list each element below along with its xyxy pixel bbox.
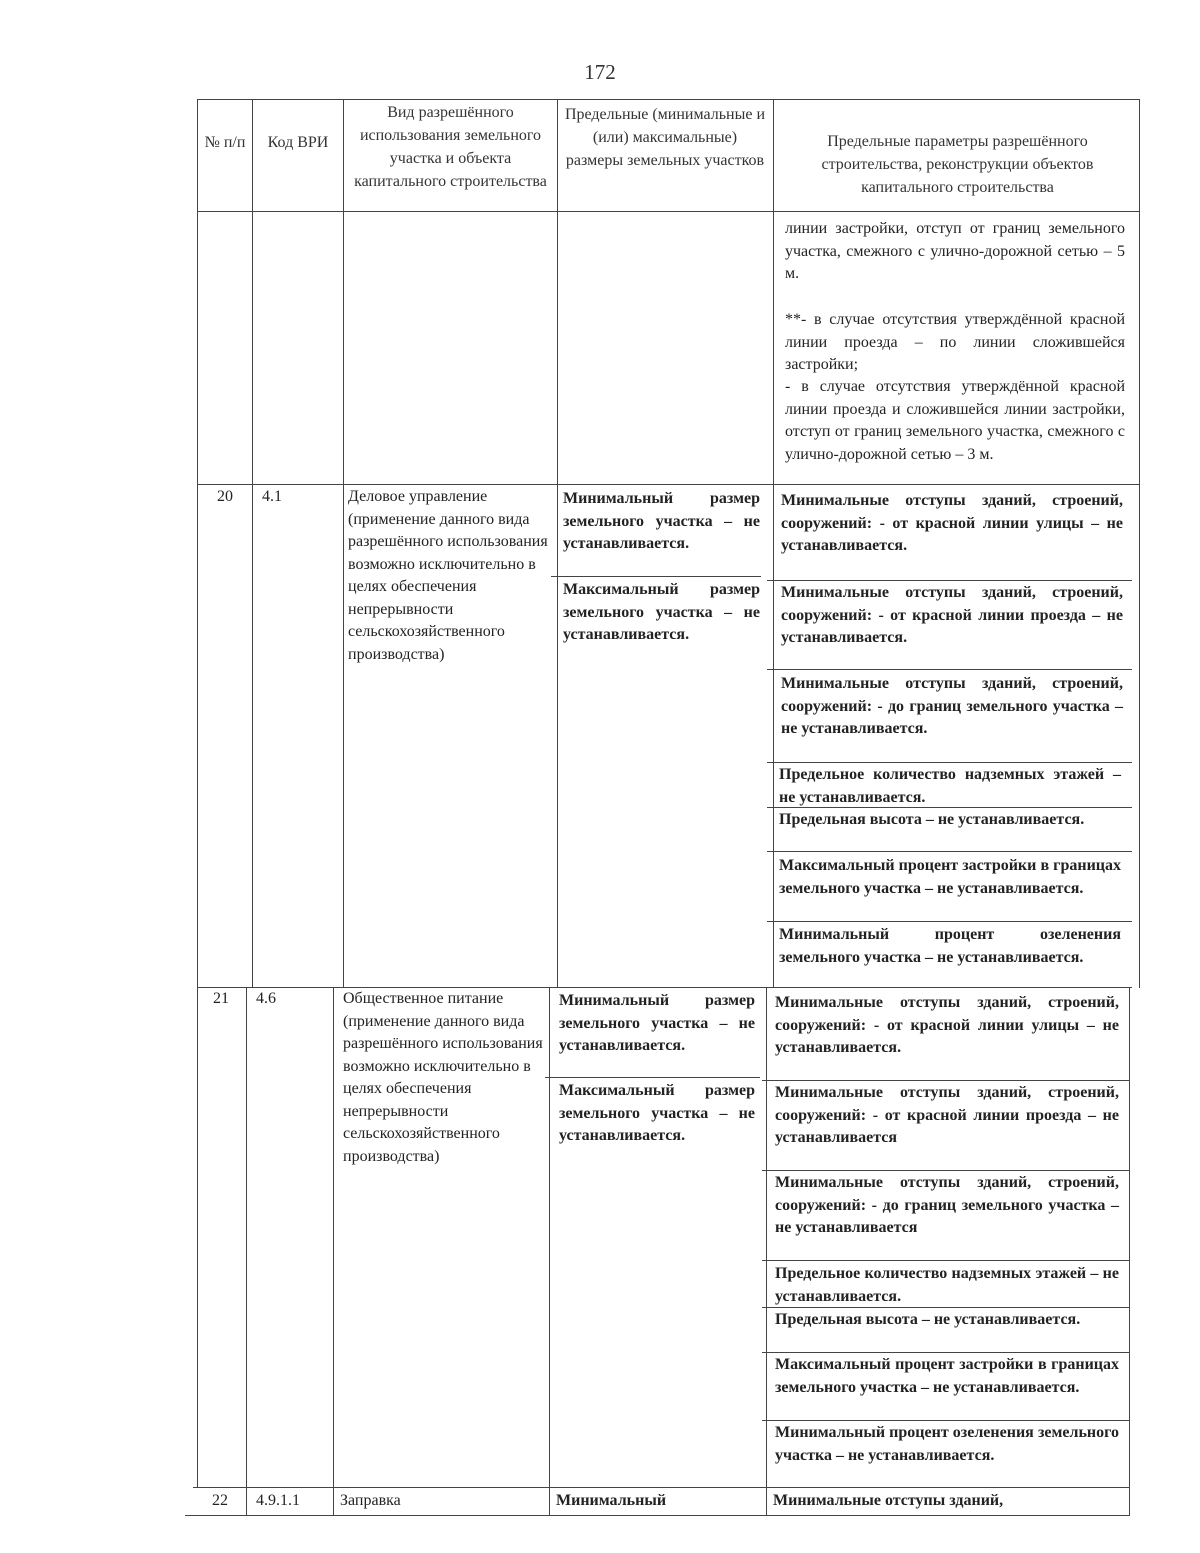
row-param: Предельная высота – не устанавливается. [775,1311,1081,1328]
row-kind: Общественное питание (применение данного вида разрешённого использования возможно исключительно в целях обеспечения непрерывности сельскохозяйственного производства) [343,990,543,1165]
row-param: Максимальный процент застройки в границах земельного участка – не устанавливается. [779,857,1121,897]
row-param: Минимальные отступы зданий, строений, сооружений: - до границ земельного участка – не устанавливается [775,1174,1119,1236]
row-min-size: Минимальный размер земельного участка – не устанавливается. [563,490,760,552]
header-kind: Вид разрешённого использования земельного участка и объекта капитального строительства [354,104,547,190]
row-param: Минимальные отступы зданий, [773,1492,1004,1509]
row-kind: Деловое управление (применение данного вида разрешённого использования возможно исключительно в целях обеспечения непрерывности сельскохозяйственного производства) [348,488,548,663]
row-param: Минимальные отступы зданий, строений, сооружений: - от красной линии проезда – не устанавливается [775,1084,1119,1146]
continuation-paragraph: - в случае отсутствия утверждённой красной линии проезда и сложившейся линии застройки, отступ от границ земельного участка, смежного с улично-дорожной сетью – 3 м. [785,378,1125,463]
row-param: Минимальные отступы зданий, строений, сооружений: - от красной линии улицы – не устанавливается. [781,492,1123,554]
row-param: Предельная высота – не устанавливается. [779,811,1085,828]
row-kind: Заправка [340,1492,401,1509]
page-number: 172 [584,60,616,84]
continuation-paragraph: **- в случае отсутствия утверждённой красной линии проезда – по линии сложившейся застройки; [785,311,1125,373]
header-num: № п/п [204,134,246,151]
row-max-size: Максимальный размер земельного участка – не устанавливается. [559,1082,755,1144]
header-params: Предельные параметры разрешённого строительства, реконструкции объектов капитального строительства [821,133,1094,196]
row-min-size: Минимальный размер земельного участка – не устанавливается. [559,992,755,1054]
row-code: 4.9.1.1 [256,1492,300,1509]
row-param: Минимальный процент озеленения земельного участка – не устанавливается. [779,926,1121,966]
row-num: 20 [217,488,233,505]
row-param: Минимальный процент озеленения земельного участка – не устанавливается. [775,1424,1119,1464]
row-num: 22 [212,1492,228,1509]
row-num: 21 [213,990,229,1007]
row-param: Предельное количество надземных этажей – не устанавливается. [775,1265,1119,1305]
row-param: Минимальные отступы зданий, строений, сооружений: - от красной линии проезда – не устанавливается. [781,584,1123,646]
row-param: Минимальные отступы зданий, строений, сооружений: - до границ земельного участка – не устанавливается. [781,675,1123,737]
header-sizes: Предельные (минимальные и (или) максимальные) размеры земельных участков [564,106,766,169]
row-code: 4.1 [262,488,282,505]
row-max-size: Максимальный размер земельного участка – не устанавливается. [563,581,760,643]
row-param: Минимальные отступы зданий, строений, сооружений: - от красной линии улицы – не устанавливается. [775,994,1119,1056]
row-min-size: Минимальный [556,1492,667,1509]
continuation-paragraph: линии застройки, отступ от границ земельного участка, смежного с улично-дорожной сетью – 5 м. [785,220,1125,282]
row-param: Предельное количество надземных этажей – не устанавливается. [779,766,1121,806]
row-code: 4.6 [256,990,276,1007]
row-param: Максимальный процент застройки в границах земельного участка – не устанавливается. [775,1356,1119,1396]
header-code: Код ВРИ [267,134,329,151]
